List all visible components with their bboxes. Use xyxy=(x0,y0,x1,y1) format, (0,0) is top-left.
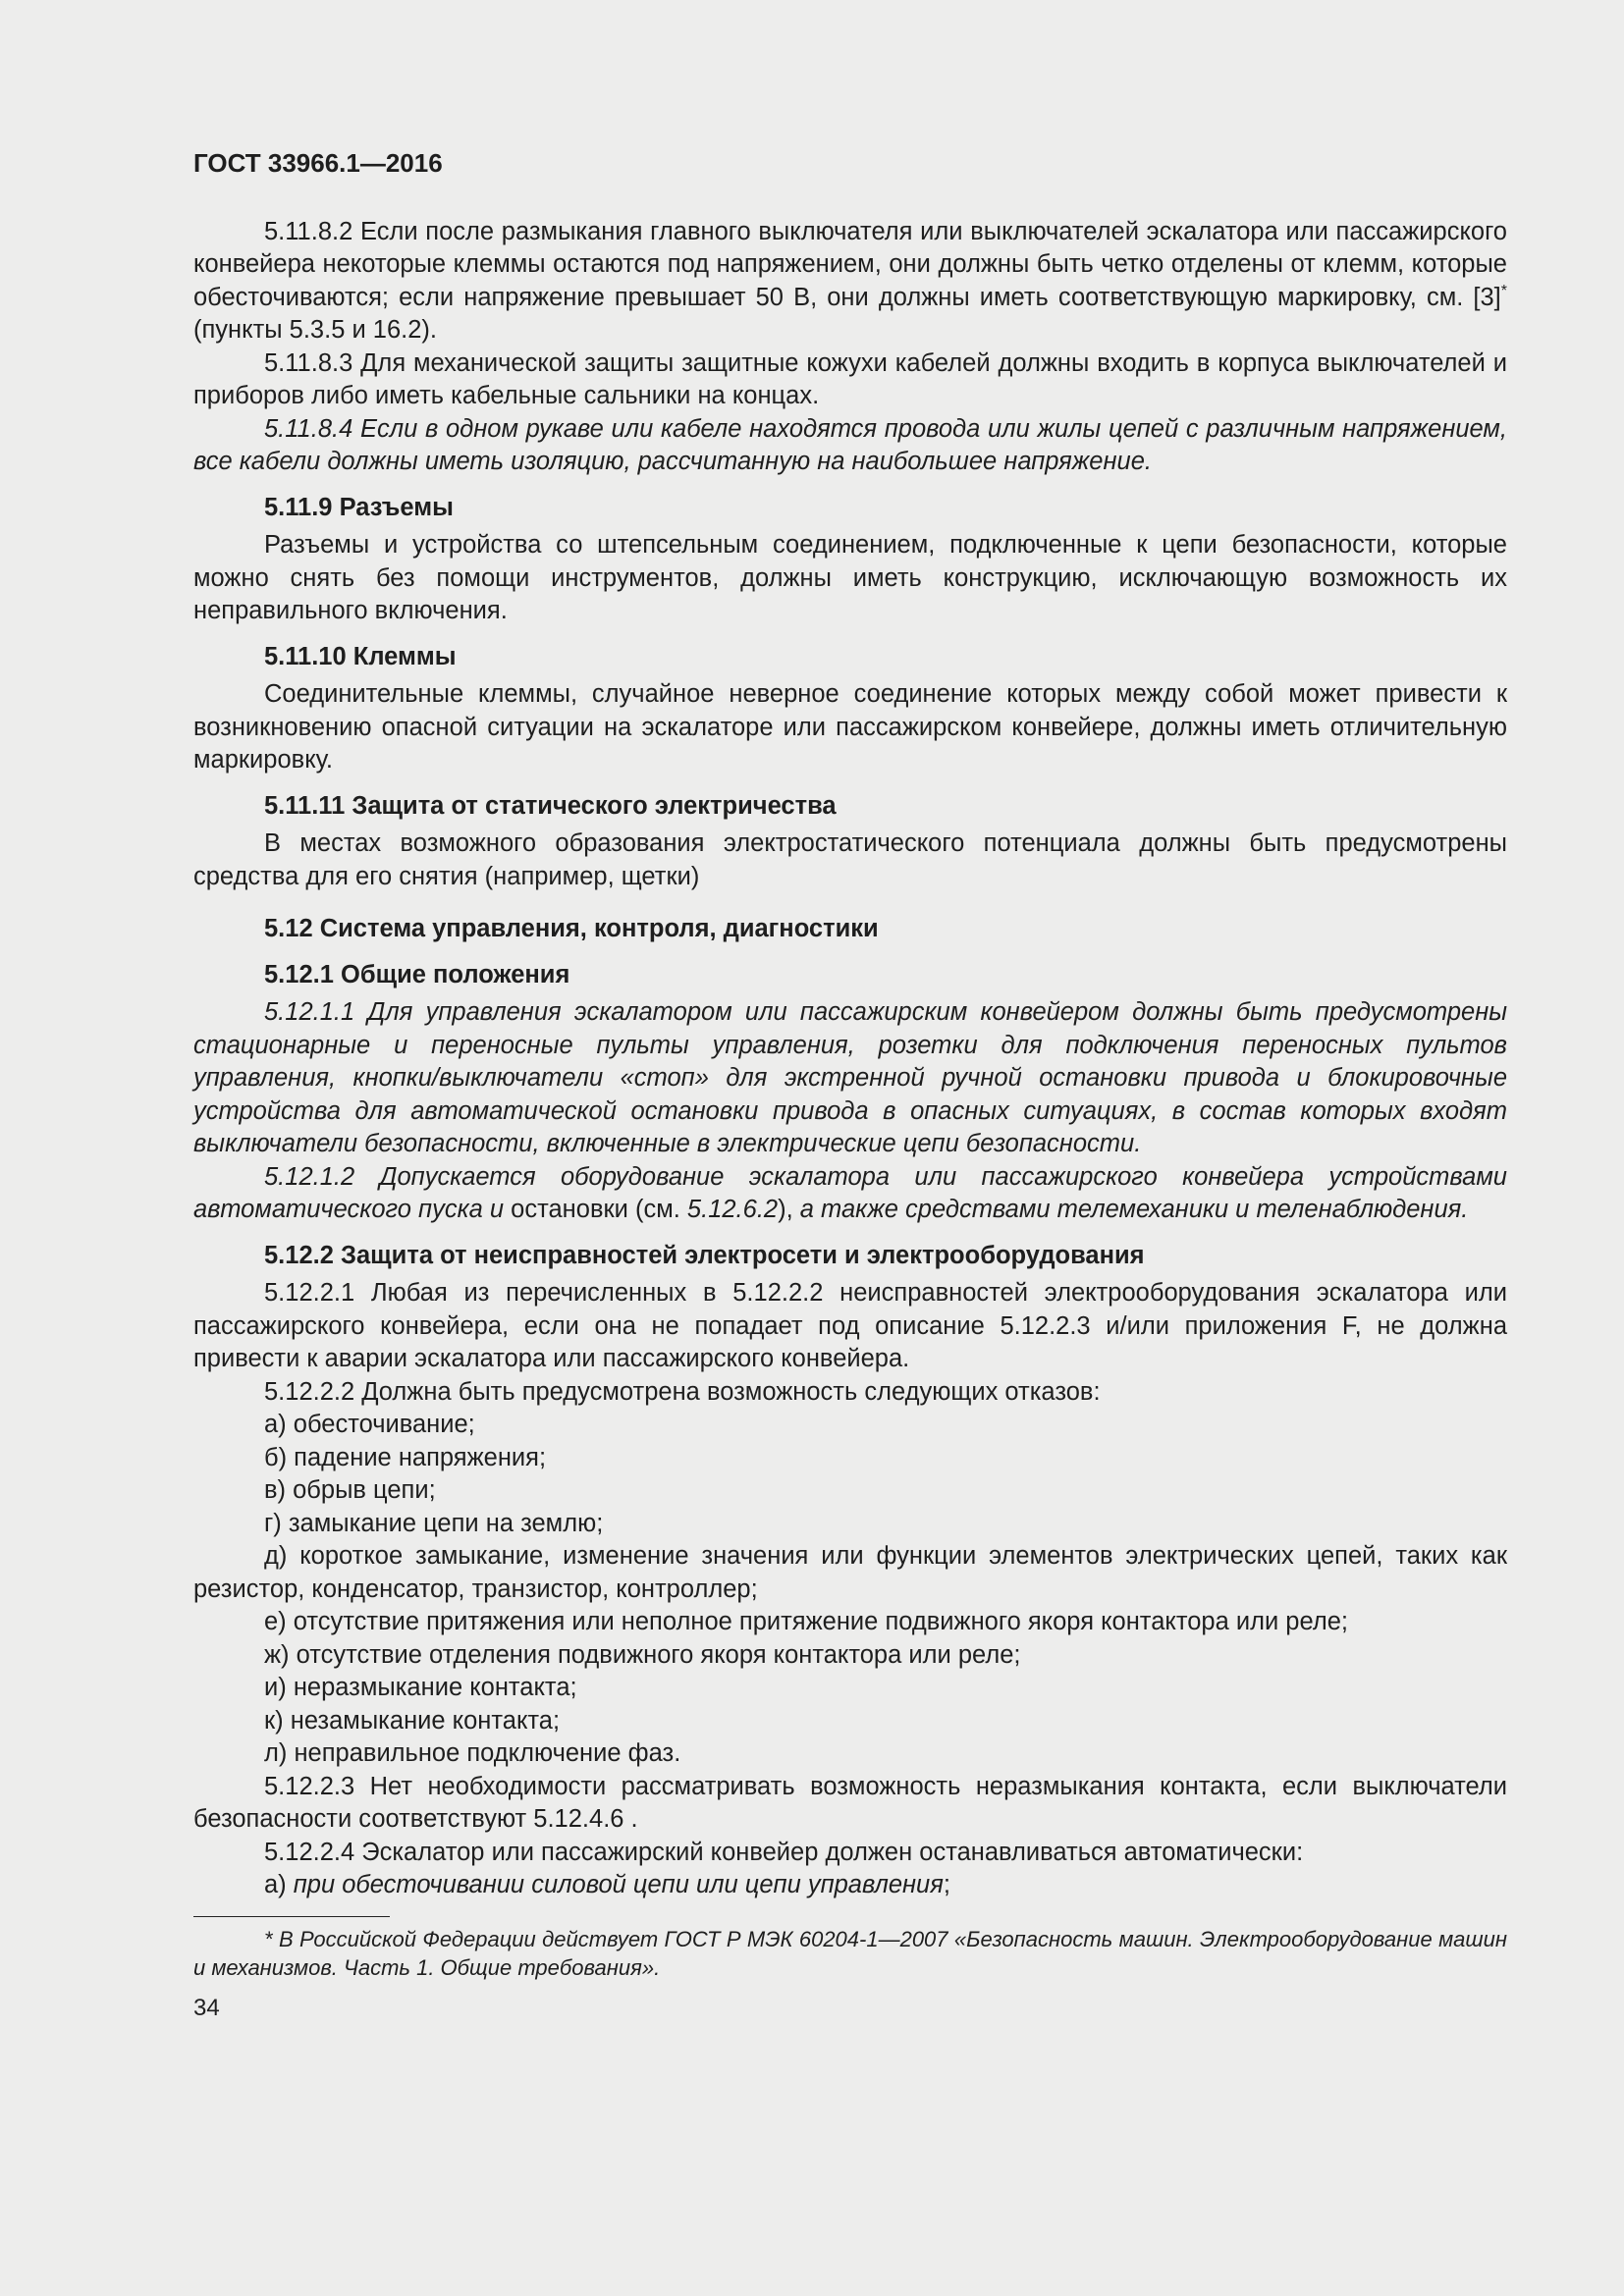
paragraph-5-11-11: В местах возможного образования электростатического потенциала должны быть предусмотрены средства для его снятия (например, щетки) xyxy=(193,829,1507,890)
paragraph-5-11-8-4: 5.11.8.4 Если в одном рукаве или кабеле находятся провода или жилы цепей с различным напряжением, все кабели должны иметь изоляцию, рассчитанную на наибольшее напряжение. xyxy=(193,414,1507,475)
text-italic: 5.12.1.2 Допускается оборудование эскалатора или пассажирского конвейера устройствами автоматического пуска и xyxy=(193,1162,1507,1223)
heading-5-11-11: 5.11.11 Защита от статического электричества xyxy=(264,791,837,820)
list-end: ; xyxy=(943,1871,950,1898)
paragraph-5-12-1-1: 5.12.1.1 Для управления эскалатором или пассажирским конвейером должны быть предусмотрены стационарные и переносные пульты управления, розетки для подключения переносных пультов управления, кнопки/выключатели «стоп» для экстренной ручной остановки привода и блокировочные устройства для автоматической остановки привода в опасных ситуациях, в состав которых входят выключатели безопасности, включенные в электрические цепи безопасности. xyxy=(193,998,1507,1157)
paragraph-5-12-1-2 xyxy=(193,1161,1507,1227)
heading-5-12-2: 5.12.2 Защита от неисправностей электросети и электрооборудования xyxy=(264,1241,1145,1269)
paragraph-5-11-10: Соединительные клеммы, случайное неверное соединение которых между собой может привести к возникновению опасной ситуации на эскалаторе или пассажирском конвейере, должны иметь отличительную маркировку. xyxy=(193,680,1507,774)
text-regular: ), xyxy=(778,1196,800,1223)
paragraph-text: 5.11.8.2 Если после размыкания главного выключателя или выключателей эскалатора или пассажирского конвейера некоторые клеммы остаются под напряжением, они должны быть четко отделены от клемм, которые обесточиваются; если напряжение превышает 50 В, они должны иметь соответствующую маркировку, см. [3] xyxy=(193,217,1507,311)
cross-reference[interactable]: 5.12.6.2 xyxy=(686,1196,779,1223)
paragraph-tail: (пункты 5.3.5 и 16.2). xyxy=(193,316,438,344)
paragraph-5-12-2-2: 5.12.2.2 Должна быть предусмотрена возможность следующих отказов: xyxy=(264,1377,1101,1406)
heading-5-12: 5.12 Система управления, контроля, диагностики xyxy=(264,915,879,942)
page-number: 34 xyxy=(193,1994,220,2021)
list-text: при обесточивании силовой цепи или цепи управления xyxy=(293,1871,944,1898)
text-italic: а также средствами телемеханики и теленаблюдения. xyxy=(799,1196,1469,1223)
heading-5-11-10: 5.11.10 Клеммы xyxy=(264,642,457,670)
paragraph-5-12-2-3: 5.12.2.3 Нет необходимости рассматривать возможность неразмыкания контакта, если выключатели безопасности соответствуют 5.12.4.6 . xyxy=(193,1772,1507,1833)
page-content xyxy=(193,137,1507,2024)
paragraph-5-11-9: Разъемы и устройства со штепсельным соединением, подключенные к цепи безопасности, которые можно снять без помощи инструментов, должны иметь конструкцию, исключающую возможность их неправильного включения. xyxy=(193,531,1507,624)
list-item xyxy=(193,1869,1507,1902)
heading-5-11-9: 5.11.9 Разъемы xyxy=(264,493,454,521)
document-id: ГОСТ 33966.1—2016 xyxy=(193,148,443,178)
list-item: л) неправильное подключение фаз. xyxy=(264,1739,681,1767)
list-item: а) обесточивание; xyxy=(264,1411,475,1438)
list-item: и) неразмыкание контакта; xyxy=(264,1674,577,1701)
paragraph-5-12-2-1: 5.12.2.1 Любая из перечисленных в 5.12.2.2 неисправностей электрооборудования эскалатора или пассажирского конвейера, если она не попадает под описание 5.12.2.3 и/или приложения F, не должна привести к аварии эскалатора или пассажирского конвейера. xyxy=(193,1279,1507,1372)
list-item: к) незамыкание контакта; xyxy=(264,1706,561,1735)
list-item: в) обрыв цепи; xyxy=(264,1476,436,1504)
list-item: ж) отсутствие отделения подвижного якоря контактора или реле; xyxy=(264,1640,1021,1669)
footnote-divider xyxy=(193,1916,390,1917)
text-regular: остановки (см. xyxy=(511,1196,687,1223)
footnote: * В Российской Федерации действует ГОСТ Р МЭК 60204-1—2007 «Безопасность машин. Электрооборудование машин и механизмов. Часть 1. Общие требования». xyxy=(193,1926,1507,1980)
list-item: б) падение напряжения; xyxy=(264,1443,547,1471)
paragraph-5-11-8-2 xyxy=(193,216,1507,347)
list-item: г) замыкание цепи на землю; xyxy=(264,1509,604,1537)
paragraph-5-11-8-3: 5.11.8.3 Для механической защиты защитные кожухи кабелей должны входить в корпуса выключателей и приборов либо иметь кабельные сальники на концах. xyxy=(193,348,1507,409)
footnote-marker[interactable]: * xyxy=(1500,282,1507,299)
paragraph-5-12-2-4: 5.12.2.4 Эскалатор или пассажирский конвейер должен останавливаться автоматически: xyxy=(264,1838,1304,1866)
list-item: е) отсутствие притяжения или неполное притяжение подвижного якоря контактора или реле; xyxy=(264,1608,1348,1635)
list-label: а) xyxy=(264,1871,294,1898)
heading-5-12-1: 5.12.1 Общие положения xyxy=(264,960,570,988)
list-item: д) короткое замыкание, изменение значения или функции элементов электрических цепей, таких как резистор, конденсатор, транзистор, контроллер; xyxy=(193,1542,1507,1603)
